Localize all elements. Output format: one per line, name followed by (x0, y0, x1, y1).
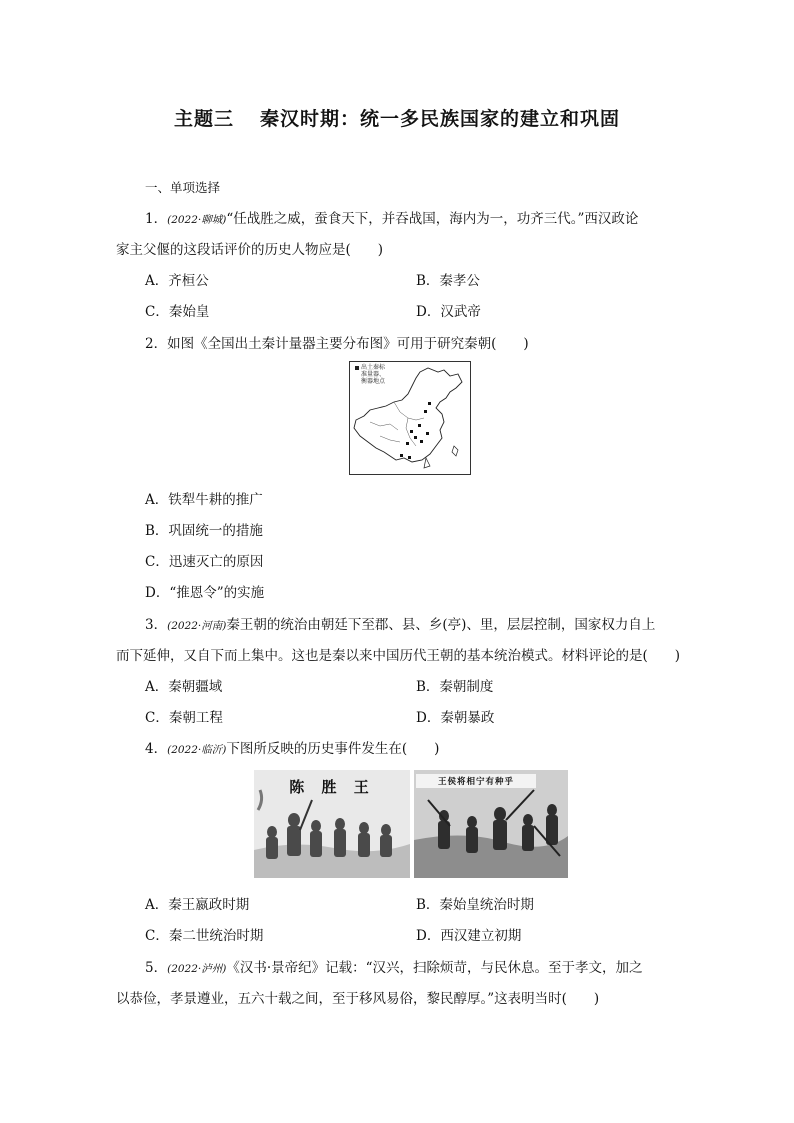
question-text: “任战胜之威，蚕食天下，并吞战国，海内为一，功齐三代。”西汉政论 (226, 211, 639, 227)
title-topic: 主题三 (173, 108, 234, 130)
question-number: 5． (145, 960, 168, 976)
chen-sheng-illustration (254, 770, 410, 878)
find-spot-markers (400, 402, 431, 459)
section-heading: 一、单项选择 (145, 180, 221, 195)
q2-option-c: C．迅速灭亡的原因 (145, 554, 264, 570)
question-source: (2022·河南) (167, 620, 227, 632)
question-text: 如图《全国出土秦计量器主要分布图》可用于研究秦朝( ) (167, 336, 529, 352)
question-4 (145, 737, 439, 757)
q1-option-c: C．秦始皇 (145, 304, 210, 320)
title-subject: 秦汉时期：统一多民族国家的建立和巩固 (260, 108, 621, 130)
q4-option-b: B．秦始皇统治时期 (416, 897, 534, 913)
q4-option-c: C．秦二世统治时期 (145, 928, 264, 944)
q2-option-b: B．巩固统一的措施 (145, 523, 263, 539)
pic1-caption: 陈 胜 王 (289, 778, 375, 796)
question-number: 4． (145, 741, 168, 757)
question-source: (2022·聊城) (167, 214, 227, 226)
question-number: 1． (145, 211, 168, 227)
question-source: (2022·泸州) (167, 963, 227, 975)
q4-option-a: A．秦王嬴政时期 (145, 897, 250, 913)
q3-option-a: A．秦朝疆域 (145, 679, 223, 695)
question-number: 3． (145, 617, 168, 633)
question-3 (145, 613, 655, 633)
page-title (0, 104, 794, 131)
question-1 (145, 207, 638, 227)
question-1-continued: 家主父偃的这段话评价的历史人物应是( ) (116, 242, 384, 258)
q3-option-c: C．秦朝工程 (145, 710, 223, 726)
q4-option-d: D．西汉建立初期 (416, 928, 522, 944)
q1-option-a: A．齐桓公 (145, 273, 209, 289)
legend-marker-icon (355, 366, 359, 370)
question-5 (145, 956, 643, 976)
question-text: 下图所反映的历史事件发生在( ) (226, 741, 440, 757)
q2-option-a: A．铁犁牛耕的推广 (145, 492, 263, 508)
q1-option-d: D．汉武帝 (416, 304, 481, 320)
question-3-continued: 而下延伸，又自下而上集中。这也是秦以来中国历代王朝的基本统治模式。材料评论的是( ) (116, 648, 681, 664)
q3-option-d: D．秦朝暴政 (416, 710, 495, 726)
map-legend: 出土秦标 准量器、 衡器地点 (355, 364, 385, 385)
question-number: 2． (145, 336, 168, 352)
q1-option-b: B．秦孝公 (416, 273, 480, 289)
q2-option-d: D．“推恩令”的实施 (145, 585, 265, 601)
question-text: 秦王朝的统治由朝廷下至郡、县、乡(亭)、里，层层控制，国家权力自上 (226, 617, 656, 633)
rebellion-illustration (414, 770, 568, 878)
question-5-continued: 以恭俭，孝景遵业，五六十载之间，至于移风易俗，黎民醇厚。”这表明当时( ) (116, 991, 600, 1007)
qin-measures-map (349, 361, 471, 475)
q3-option-b: B．秦朝制度 (416, 679, 494, 695)
question-text: 《汉书·景帝纪》记载：“汉兴，扫除烦苛，与民休息。至于孝文，加之 (226, 960, 643, 976)
question-2 (145, 332, 529, 352)
question-source: (2022·临沂) (167, 744, 227, 756)
pic2-caption: 王侯将相宁有种乎 (416, 774, 536, 788)
uprising-illustrations (254, 770, 568, 878)
